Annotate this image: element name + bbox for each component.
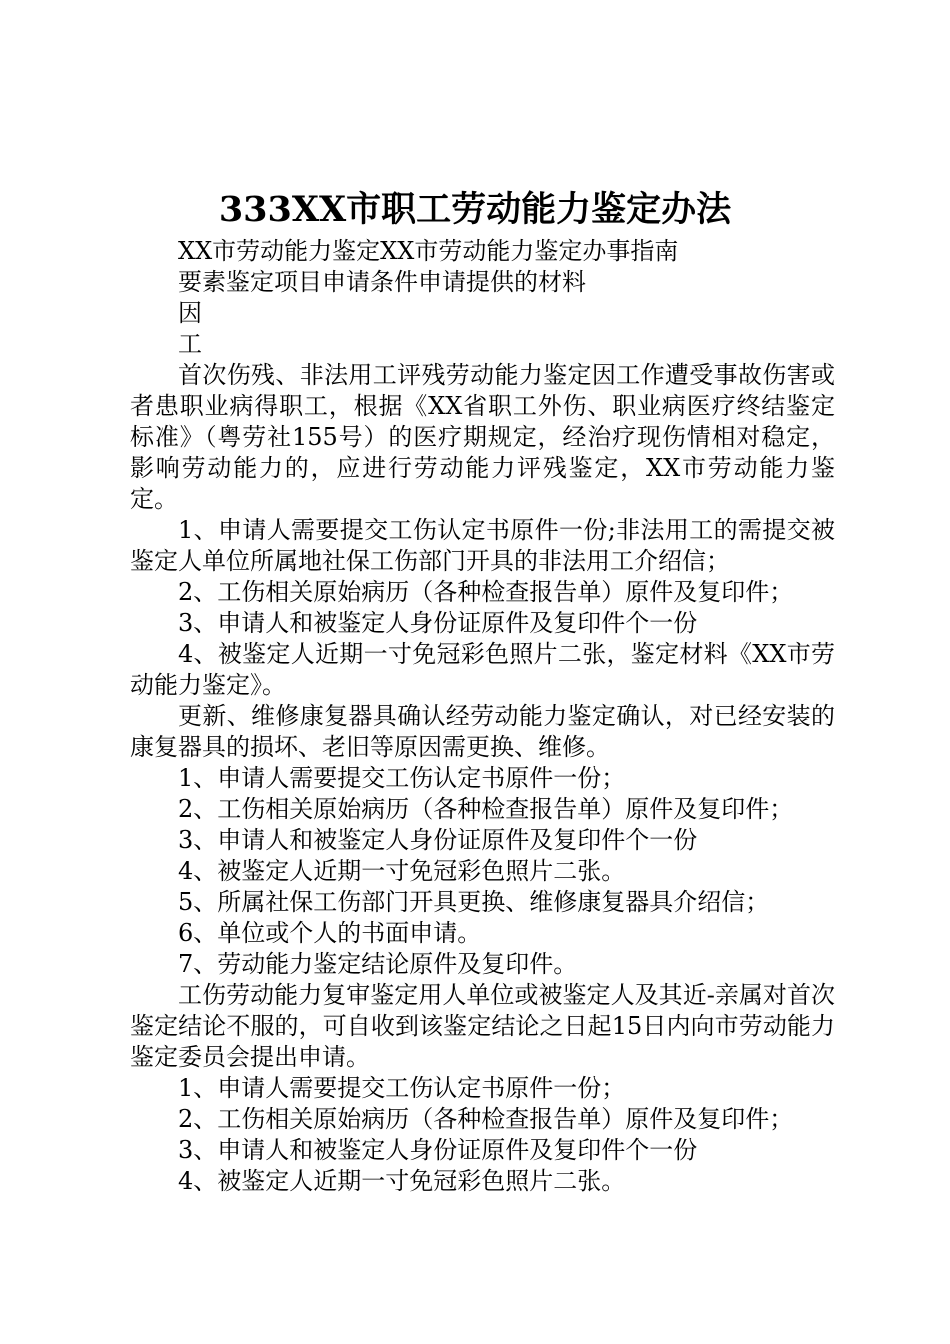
- paragraph: 更新、维修康复器具确认经劳动能力鉴定确认，对已经安装的康复器具的损坏、老旧等原因需更换、维修。: [130, 702, 835, 761]
- paragraph: XX市劳动能力鉴定XX市劳动能力鉴定办事指南: [178, 237, 679, 265]
- document-title: 333XX市职工劳动能力鉴定办法: [218, 189, 732, 230]
- paragraph: 4、被鉴定人近期一寸免冠彩色照片二张。: [178, 857, 626, 885]
- paragraph: 工: [178, 330, 202, 358]
- paragraph: 1、申请人需要提交工伤认定书原件一份；: [178, 764, 626, 792]
- paragraph: 工伤劳动能力复审鉴定用人单位或被鉴定人及其近-亲属对首次鉴定结论不服的，可自收到该鉴定结论之日起15日内向市劳动能力鉴定委员会提出申请。: [130, 981, 835, 1071]
- paragraph: 5、所属社保工伤部门开具更换、维修康复器具介绍信；: [178, 888, 770, 916]
- paragraph: 4、被鉴定人近期一寸免冠彩色照片二张，鉴定材料《XX市劳动能力鉴定》。: [130, 640, 835, 699]
- paragraph: 因: [178, 299, 202, 327]
- paragraph: 2、工伤相关原始病历（各种检查报告单）原件及复印件；: [178, 578, 794, 606]
- paragraph: 1、申请人需要提交工伤认定书原件一份;非法用工的需提交被鉴定人单位所属地社保工伤部门开具的非法用工介绍信；: [130, 516, 835, 575]
- paragraph: 3、申请人和被鉴定人身份证原件及复印件个一份: [178, 609, 698, 637]
- paragraph: 4、被鉴定人近期一寸免冠彩色照片二张。: [178, 1167, 626, 1195]
- paragraph: 2、工伤相关原始病历（各种检查报告单）原件及复印件；: [178, 1105, 794, 1133]
- paragraph: 要素鉴定项目申请条件申请提供的材料: [178, 268, 586, 296]
- document-body: [130, 236, 835, 1197]
- paragraph: 2、工伤相关原始病历（各种检查报告单）原件及复印件；: [178, 795, 794, 823]
- paragraph: 6、单位或个人的书面申请。: [178, 919, 482, 947]
- paragraph: 7、劳动能力鉴定结论原件及复印件。: [178, 950, 578, 978]
- paragraph: 首次伤残、非法用工评残劳动能力鉴定因工作遭受事故伤害或者患职业病得职工，根据《XX省职工外伤、职业病医疗终结鉴定标准》（粤劳社155号）的医疗期规定，经治疗现伤情相对稳定，影响劳动能力的，应进行劳动能力评残鉴定，XX市劳动能力鉴定。: [130, 361, 835, 513]
- paragraph: 3、申请人和被鉴定人身份证原件及复印件个一份: [178, 1136, 698, 1164]
- paragraph: 3、申请人和被鉴定人身份证原件及复印件个一份: [178, 826, 698, 854]
- paragraph: 1、申请人需要提交工伤认定书原件一份；: [178, 1074, 626, 1102]
